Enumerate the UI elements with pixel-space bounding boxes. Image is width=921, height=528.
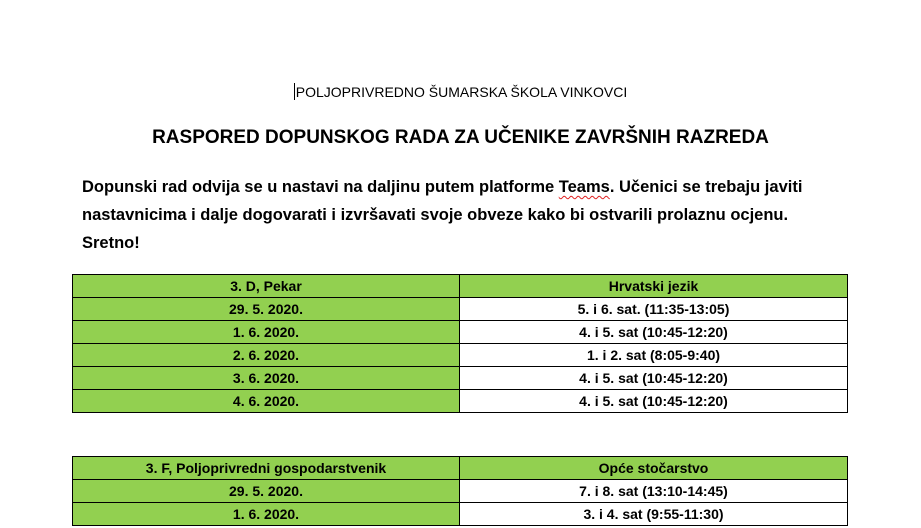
schedule-table-3f xyxy=(72,456,848,526)
class-name-cell: 3. D, Pekar xyxy=(73,275,460,298)
time-cell: 4. i 5. sat (10:45-12:20) xyxy=(460,321,848,344)
spellcheck-flagged-word: Teams xyxy=(558,178,610,196)
table-row xyxy=(73,390,848,413)
school-name: POLJOPRIVREDNO ŠUMARSKA ŠKOLA VINKOVCI xyxy=(295,84,628,100)
date-cell: 1. 6. 2020. xyxy=(73,503,460,526)
date-cell: 3. 6. 2020. xyxy=(73,367,460,390)
intro-paragraph: Dopunski rad odvija se u nastavi na daljinu putem platforme Teams. Učenici se trebaju javiti nastavnicima i dalje dogovarati i izvršavati svoje obveze kako bi ostvarili prolaznu ocjenu. Sretno! xyxy=(82,178,803,252)
table-row xyxy=(73,480,848,503)
table-row xyxy=(73,298,848,321)
table-row xyxy=(73,344,848,367)
table-header-row xyxy=(73,457,848,480)
date-cell: 2. 6. 2020. xyxy=(73,344,460,367)
table-row xyxy=(73,367,848,390)
table-row xyxy=(73,503,848,526)
time-cell: 5. i 6. sat. (11:35-13:05) xyxy=(460,298,848,321)
date-cell: 1. 6. 2020. xyxy=(73,321,460,344)
date-cell: 4. 6. 2020. xyxy=(73,390,460,413)
date-cell: 29. 5. 2020. xyxy=(73,298,460,321)
time-cell: 4. i 5. sat (10:45-12:20) xyxy=(460,390,848,413)
subject-cell: Hrvatski jezik xyxy=(460,275,848,298)
time-cell: 4. i 5. sat (10:45-12:20) xyxy=(460,367,848,390)
table-row xyxy=(73,321,848,344)
time-cell: 1. i 2. sat (8:05-9:40) xyxy=(460,344,848,367)
subject-cell: Opće stočarstvo xyxy=(460,457,848,480)
document-title: RASPORED DOPUNSKOG RADA ZA UČENIKE ZAVRŠNIH RAZREDA xyxy=(152,127,769,148)
text-cursor xyxy=(294,83,295,100)
time-cell: 7. i 8. sat (13:10-14:45) xyxy=(460,480,848,503)
class-name-cell: 3. F, Poljoprivredni gospodarstvenik xyxy=(73,457,460,480)
table-header-row xyxy=(73,275,848,298)
date-cell: 29. 5. 2020. xyxy=(73,480,460,503)
schedule-table-3d xyxy=(72,274,848,413)
time-cell: 3. i 4. sat (9:55-11:30) xyxy=(460,503,848,526)
